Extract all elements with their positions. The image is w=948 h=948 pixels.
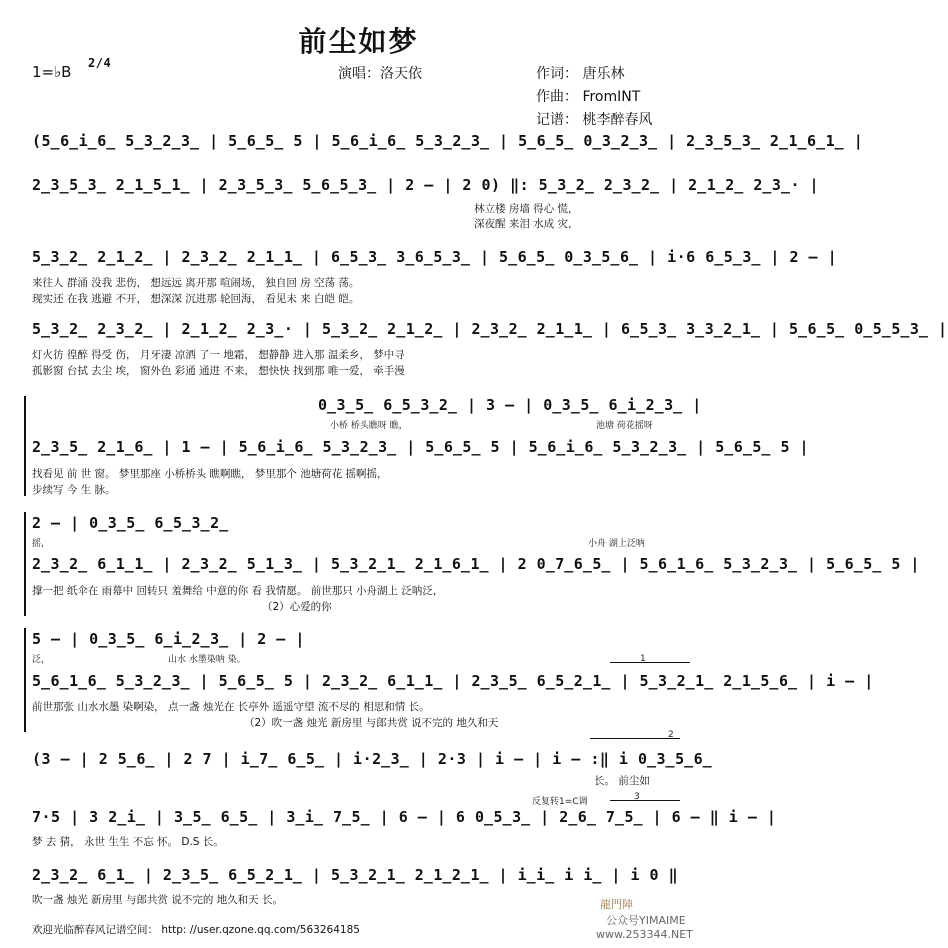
upper-lyric-line: 小舟 湖上泛呐 (588, 539, 645, 549)
system-brace (24, 396, 26, 496)
footer-credit: 欢迎光临醉春风记谱空间： http: //user.qzone.qq.com/563264185 (32, 924, 360, 936)
lyricist-credit: 作词： 唐乐林 (536, 66, 625, 82)
lyric-line: 来往人 群涌 没我 悲伤， 想远远 离开那 喧闹场， 独自回 房 空荡 荡。 (32, 277, 360, 289)
notation-line: 2̲3̲2̲ 6̲1̲ | 2̲3̲5̲ 6̲5̲2̲1̲ | 5̲3̲2̲1̲ 2̲1̲2̲1̲ | i̲i̲ i i̲ | i 0 ‖ (32, 866, 679, 884)
notation-line: 2̲3̲2̲ 6̲1̲1̲ | 2̲3̲2̲ 5̲1̲3̲ | 5̲3̲2̲1̲ 2̲1̲6̲1̲ | 2 0̲7̲6̲5̲ | 5̲6̲1̲6̲ 5̲3̲2̲3̲ | 5̲6̲5̲ 5 | (32, 555, 920, 573)
composer-credit: 作曲： FromINT (536, 89, 641, 105)
lyric-variant: （2）心爱的你 (262, 601, 332, 613)
lyric-line: 步续写 今 生 脉。 (32, 484, 116, 496)
notation-line: 7·5 | 3 2̲i̲ | 3̲5̲ 6̲5̲ | 3̲i̲ 7̲5̲ | 6 – | 6 0̲5̲3̲ | 2̲6̲ 7̲5̲ | 6 – ‖ i – | (32, 808, 777, 826)
volta-bracket (610, 800, 680, 801)
system-brace (24, 628, 26, 732)
upper-notation-line: 2 – | 0̲3̲5̲ 6̲5̲3̲2̲ (32, 514, 229, 532)
watermark-url: www.253344.NET (596, 928, 693, 941)
notation-line: 5̲6̲1̲6̲ 5̲3̲2̲3̲ | 5̲6̲5̲ 5 | 2̲3̲2̲ 6̲1̲1̲ | 2̲3̲5̲ 6̲5̲2̲1̲ | 5̲3̲2̲1̲ 2̲1̲5̲6̲ | i – | (32, 672, 874, 690)
score-title: 前尘如梦 (298, 25, 419, 58)
notation-line: 5̲3̲2̲ 2̲1̲2̲ | 2̲3̲2̲ 2̲1̲1̲ | 6̲5̲3̲ 3̲6̲5̲3̲ | 5̲6̲5̲ 0̲3̲5̲6̲ | i·6 6̲5̲3̲ | 2 – | (32, 248, 838, 266)
time-signature-text: 2/4 (88, 56, 112, 70)
lyric-line: 前世那张 山水水墨 染啊染， 点一盏 烛光在 长亭外 遥遥守望 流不尽的 相思和情 长。 (32, 701, 430, 713)
notation-line: 2̲3̲5̲3̲ 2̲1̲5̲1̲ | 2̲3̲5̲3̲ 5̲6̲5̲3̲ | 2 – | 2 0) ‖: 5̲3̲2̲ 2̲3̲2̲ | 2̲1̲2̲ 2̲3̲· | (32, 176, 820, 194)
upper-lyric-line: 小桥 桥头瞧呀 瞧， (330, 421, 408, 431)
lyric-line: 灯火彷 徨醉 得受 伤， 月牙凄 凉洒 了一 地霜， 想静静 进入那 温柔乡， 梦中寻 (32, 349, 405, 361)
lyric-line: 梦 去 猜， 永世 生生 不忘 怀。 D.S 长。 (32, 836, 224, 848)
upper-lyric-line: 摇， (32, 539, 51, 549)
volta-bracket (590, 738, 680, 739)
upper-notation-line: 5 – | 0̲3̲5̲ 6̲i̲2̲3̲ | 2 – | (32, 630, 305, 648)
notation-line: 5̲3̲2̲ 2̲3̲2̲ | 2̲1̲2̲ 2̲3̲· | 5̲3̲2̲ 2̲1̲2̲ | 2̲3̲2̲ 2̲1̲1̲ | 6̲5̲3̲ 3̲3̲2̲1̲ | 5̲6̲5̲ 0̲5̲5̲3̲ | (32, 320, 948, 338)
transcriber-credit: 记谱： 桃李醉春风 (536, 112, 653, 128)
upper-lyric-line: 泛， (32, 655, 51, 665)
volta-number: 1 (640, 654, 646, 664)
repeat-instruction: 反复转1=C调 (532, 797, 588, 807)
upper-lyric-line: 山水 水墨染呐 染。 (168, 655, 246, 665)
lyric-line: 孤影窗 台拭 去尘 埃， 窗外色 彩通 通进 不来， 想快快 找到那 唯一爱， 牵手漫 (32, 365, 405, 377)
volta-number: 3 (634, 792, 640, 802)
lyric-line: 林立楼 房墙 得心 慌， (474, 203, 579, 215)
notation-line: 2̲3̲5̲ 2̲1̲6̲ | 1 – | 5̲6̲i̲6̲ 5̲3̲2̲3̲ | 5̲6̲5̲ 5 | 5̲6̲i̲6̲ 5̲3̲2̲3̲ | 5̲6̲5̲ 5 | (32, 438, 810, 456)
key-signature: 1=♭B (32, 63, 72, 81)
notation-line: (3 – | 2 5̲6̲ | 2 7 | i̲7̲ 6̲5̲ | i·2̲3̲ | 2·3 | i – | i – :‖ i 0̲3̲5̲6̲ (32, 750, 713, 768)
time-signature (88, 57, 111, 70)
lyric-line: 长。 前尘如 (594, 775, 650, 787)
upper-notation-line: 0̲3̲5̲ 6̲5̲3̲2̲ | 3 – | 0̲3̲5̲ 6̲i̲2̲3̲ | (318, 396, 702, 414)
lyric-line: 撑一把 纸伞在 雨幕中 回转只 羞舞给 中意的你 看 我情愿。 前世那只 小舟湖上 泛呐泛， (32, 585, 444, 597)
volta-number: 2 (668, 730, 674, 740)
lyric-line: 深夜醒 来泪 水成 灾， (474, 218, 579, 230)
watermark-text: 公众号YIMAIME (606, 914, 686, 927)
system-brace (24, 512, 26, 616)
notation-line: (5̲6̲i̲6̲ 5̲3̲2̲3̲ | 5̲6̲5̲ 5 | 5̲6̲i̲6̲ 5̲3̲2̲3̲ | 5̲6̲5̲ 0̲3̲2̲3̲ | 2̲3̲5̲3̲ 2̲1̲6̲1̲ | (32, 132, 864, 150)
watermark-logo: 龍門陣 (600, 898, 633, 911)
lyric-line: 现实还 在我 逃避 不开， 想深深 沉进那 轮回海， 看见未 来 白皑 皑。 (32, 293, 360, 305)
lyric-line: 吹一盏 烛光 新房里 与郎共赏 说不完的 地久和天 长。 (32, 894, 284, 906)
singer-credit: 演唱：洛天依 (338, 66, 422, 82)
lyric-line: 找看见 前 世 窗。 梦里那座 小桥桥头 瞧啊瞧， 梦里那个 池塘荷花 摇啊摇， (32, 468, 388, 480)
upper-lyric-line: 池塘 荷花摇呀 (596, 421, 653, 431)
volta-bracket (610, 662, 690, 663)
lyric-variant: （2）吹一盏 烛光 新房里 与郎共赏 说不完的 地久和天 (244, 717, 499, 729)
